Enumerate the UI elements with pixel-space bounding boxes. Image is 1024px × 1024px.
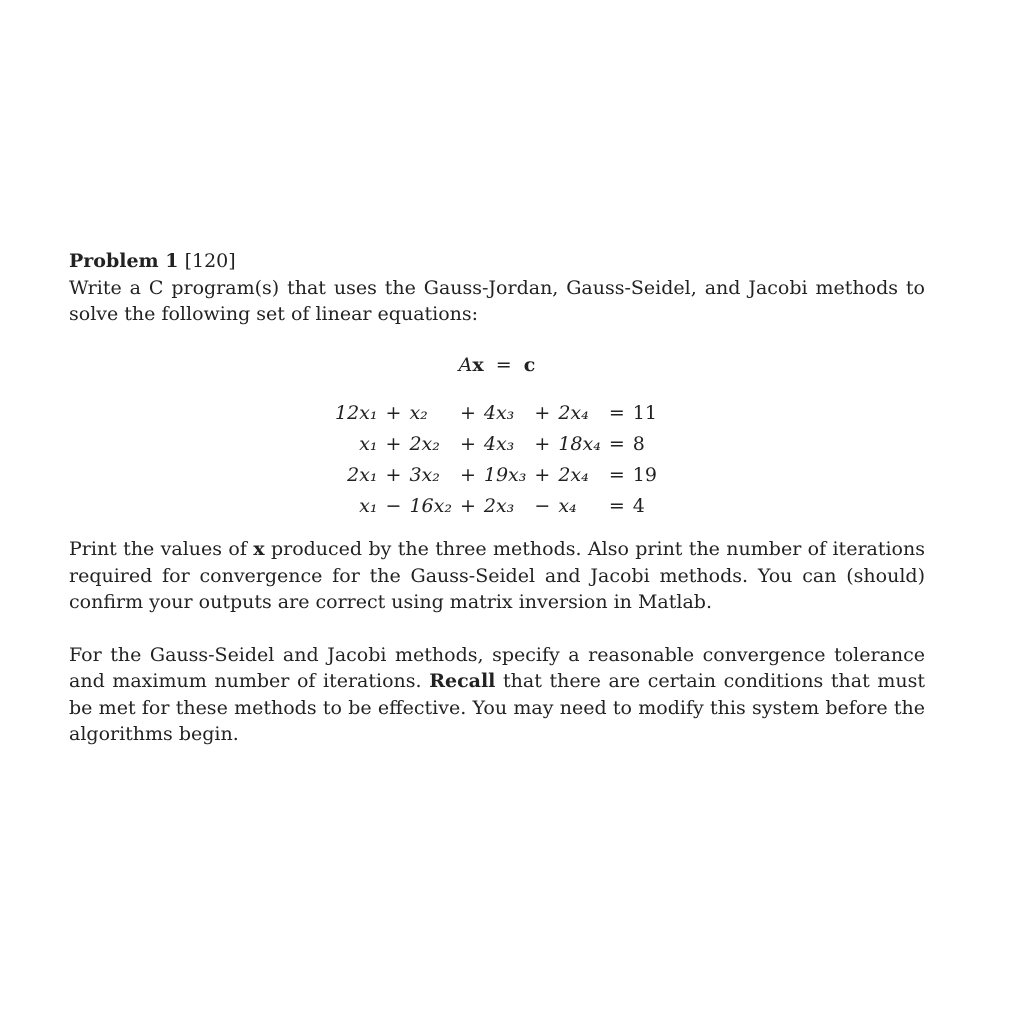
eq-term3: 2x₃ bbox=[483, 495, 515, 518]
conv-text-b: that there are certain conditions that must be met for these methods to be effective. You may need to modify this system before the algorithms begin. bbox=[69, 670, 926, 745]
matrix-equals: = bbox=[495, 353, 512, 376]
eq-term1: 12x₁ bbox=[335, 402, 378, 425]
eq-term1: x₁ bbox=[359, 433, 378, 456]
conv-text-a: For the Gauss-Seidel and Jacobi methods, specify a reasonable convergence tolerance and maximum number of iterations. bbox=[69, 643, 925, 692]
matrix-equation bbox=[69, 352, 925, 379]
eq-rhs: 19 bbox=[632, 464, 657, 487]
eq-term4: x₄ bbox=[558, 495, 577, 518]
eq-op1: − bbox=[385, 495, 402, 518]
eq-term2: 16x₂ bbox=[409, 495, 452, 518]
eq-op1: + bbox=[385, 402, 402, 425]
conv-bold-recall: Recall bbox=[429, 670, 496, 692]
problem-intro: Write a C program(s) that uses the Gauss-Jordan, Gauss-Seidel, and Jacobi methods to solve the following set of linear equations: bbox=[69, 276, 925, 325]
eq-term3: 4x₃ bbox=[483, 433, 515, 456]
print-text-b: produced by the three methods. Also print the number of iterations required for convergence for the Gauss-Seidel and Jacobi methods. You can (should) confirm your outputs are correct using matrix inversion in Matlab. bbox=[69, 538, 925, 613]
eq-equals: = bbox=[608, 464, 625, 487]
eq-op2: + bbox=[459, 402, 476, 425]
eq-op2: + bbox=[459, 495, 476, 518]
eq-term3: 19x₃ bbox=[483, 464, 527, 487]
equation-row bbox=[331, 429, 661, 460]
print-text-a: Print the values of bbox=[69, 538, 254, 560]
matrix-A: A bbox=[458, 353, 473, 376]
convergence-instructions bbox=[69, 642, 925, 748]
equation-row bbox=[331, 491, 661, 522]
eq-op1: + bbox=[385, 433, 402, 456]
vector-x: x bbox=[472, 353, 484, 376]
eq-equals: = bbox=[608, 402, 625, 425]
equation-row bbox=[331, 398, 661, 429]
problem-title: Problem 1 bbox=[69, 250, 179, 272]
eq-op3: + bbox=[534, 402, 551, 425]
eq-term3: 4x₃ bbox=[483, 402, 515, 425]
print-instructions bbox=[69, 536, 925, 616]
eq-term4: 2x₄ bbox=[558, 402, 589, 425]
eq-op3: + bbox=[534, 464, 551, 487]
eq-equals: = bbox=[608, 495, 625, 518]
problem-heading bbox=[69, 248, 925, 275]
eq-op2: + bbox=[459, 433, 476, 456]
eq-op3: + bbox=[534, 433, 551, 456]
eq-op2: + bbox=[459, 464, 476, 487]
problem-document bbox=[69, 248, 925, 748]
eq-term1: 2x₁ bbox=[347, 464, 378, 487]
equation-system bbox=[331, 398, 661, 522]
print-bold-x: x bbox=[253, 538, 265, 560]
eq-rhs: 4 bbox=[632, 495, 645, 518]
eq-term4: 18x₄ bbox=[558, 433, 601, 456]
eq-rhs: 11 bbox=[632, 402, 657, 425]
eq-term1: x₁ bbox=[359, 495, 378, 518]
equation-row bbox=[331, 460, 661, 491]
eq-op3: − bbox=[534, 495, 551, 518]
eq-term4: 2x₄ bbox=[558, 464, 589, 487]
eq-equals: = bbox=[608, 433, 625, 456]
vector-c: c bbox=[523, 353, 536, 376]
problem-points: [120] bbox=[184, 250, 236, 272]
eq-rhs: 8 bbox=[632, 433, 645, 456]
eq-term2: 2x₂ bbox=[409, 433, 440, 456]
eq-op1: + bbox=[385, 464, 402, 487]
eq-term2: x₂ bbox=[409, 402, 428, 425]
eq-term2: 3x₂ bbox=[409, 464, 440, 487]
